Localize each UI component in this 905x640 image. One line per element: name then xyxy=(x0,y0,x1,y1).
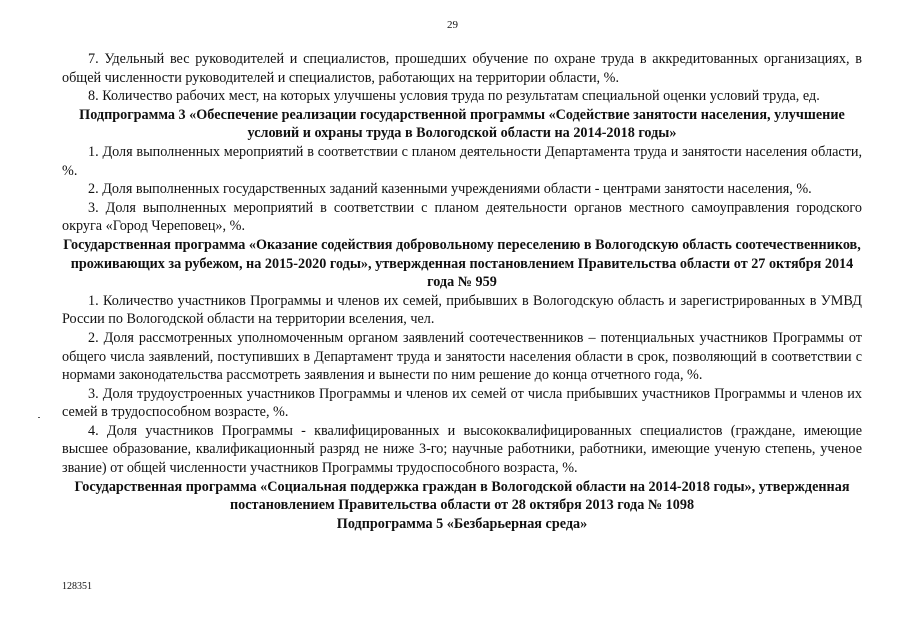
indicator-paragraph: 8. Количество рабочих мест, на которых улучшены условия труда по результатам специальной оценки условий труда, ед. xyxy=(88,88,820,105)
subsection-heading: Подпрограмма 5 «Безбарьерная среда» xyxy=(336,515,588,532)
indicator-paragraph: 3. Доля трудоустроенных участников Программы и членов их семей от числа прибывших участников Программы и членов их семей в трудоспособном возрасте, %. xyxy=(62,385,862,421)
indicator-paragraph: 1. Доля выполненных мероприятий в соответствии с планом деятельности Департамента труда и занятости населения области, %. xyxy=(62,143,862,179)
indicator-paragraph: 1. Количество участников Программы и членов их семей, прибывших в Вологодскую область и зарегистрированных в УМВД России по Вологодской области на территории вселения, чел. xyxy=(62,292,862,328)
scan-mark xyxy=(38,417,40,418)
section-heading: Государственная программа «Социальная поддержка граждан в Вологодской области на 2014-2018 годы», утвержденная постановлением Правительства области от 28 октября 2013 года № 1098 xyxy=(74,478,850,514)
document-body xyxy=(62,50,862,533)
section-heading: Подпрограмма 3 «Обеспечение реализации государственной программы «Содействие занятости населения, улучшение условий и охраны труда в Вологодской области на 2014-2018 годы» xyxy=(79,106,845,142)
indicator-paragraph: 2. Доля рассмотренных уполномоченным органом заявлений соотечественников – потенциальных участников Программы от общего числа заявлений, поступивших в Департамент труда и занятости населения области в срок, позволяющий в соответствии с нормами законодательства рассмотреть заявления и вынести по ним решение до конца отчетного года, %. xyxy=(62,329,862,384)
section-heading: Государственная программа «Оказание содействия добровольному переселению в Вологодскую область соотечественников, проживающих за рубежом, на 2015-2020 годы», утвержденная постановлением Правительства области от 27 октября 2014 года № 959 xyxy=(63,236,861,291)
page-number: 29 xyxy=(447,19,458,31)
indicator-paragraph: 4. Доля участников Программы - квалифицированных и высококвалифицированных специалистов (граждане, имеющие высшее образование, квалификационный разряд не ниже 3-го; научные работники, работники, имеющие ученую степень, ученое звание) от общей численности участников Программы трудоспособного возраста, %. xyxy=(62,422,862,477)
indicator-paragraph: 3. Доля выполненных мероприятий в соответствии с планом деятельности органов местного самоуправления городского округа «Город Череповец», %. xyxy=(62,199,862,235)
document-code: 128351 xyxy=(62,581,92,592)
indicator-paragraph: 2. Доля выполненных государственных заданий казенными учреждениями области - центрами занятости населения, %. xyxy=(88,181,812,198)
indicator-paragraph: 7. Удельный вес руководителей и специалистов, прошедших обучение по охране труда в аккредитованных организациях, в общей численности руководителей и специалистов, работающих на территории области, %. xyxy=(62,51,862,86)
